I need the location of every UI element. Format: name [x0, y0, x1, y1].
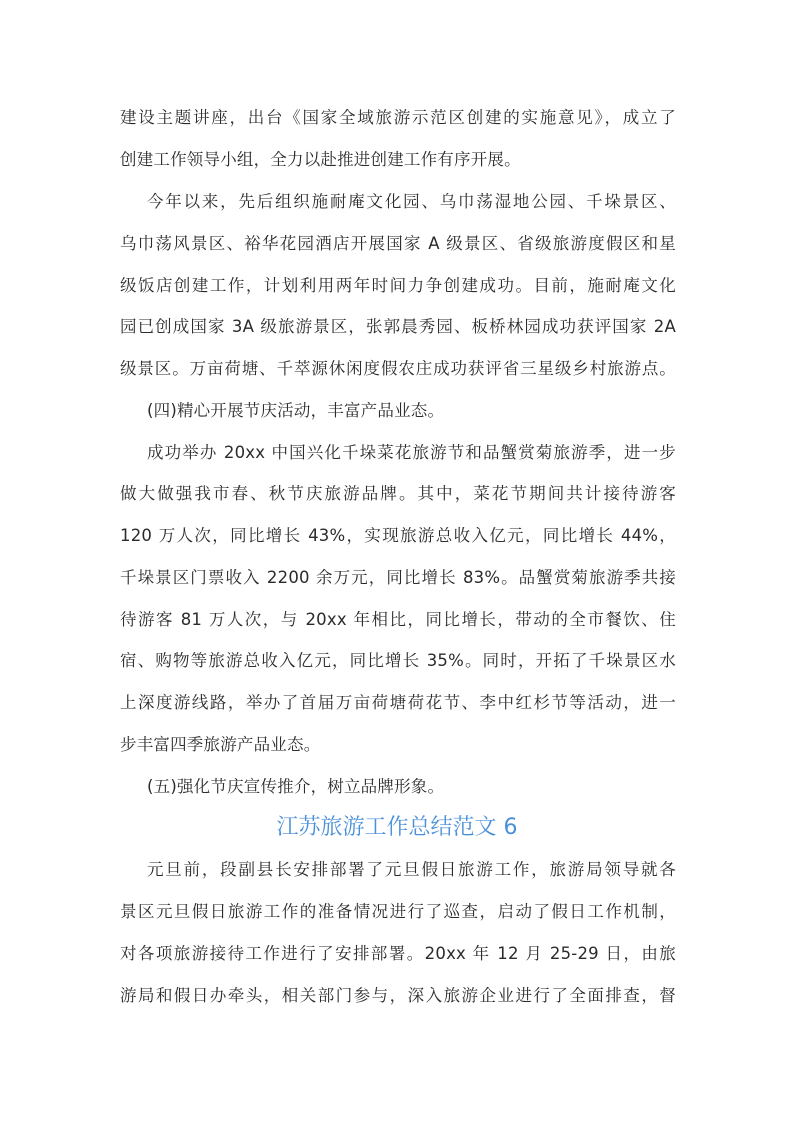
paragraph-line: 待游客 81 万人次，与 20xx 年相比，同比增长，带动的全市餐饮、住	[120, 610, 676, 629]
paragraph-line: 宿、购物等旅游总收入亿元，同比增长 35%。同时，开拓了千垛景区水	[120, 651, 676, 670]
paragraph-line: 千垛景区门票收入 2200 余万元，同比增长 83%。品蟹赏菊旅游季共接	[120, 568, 676, 587]
section-subheading: (五)强化节庆宣传推介，树立品牌形象。	[147, 777, 445, 796]
paragraph-line: 园已创成国家 3A 级旅游景区，张郭晨秀园、板桥林园成功获评国家 2A	[120, 317, 676, 336]
paragraph-line: 上深度游线路，举办了首届万亩荷塘荷花节、李中红杉节等活动，进一	[120, 693, 676, 712]
paragraph-line: 120 万人次，同比增长 43%，实现旅游总收入亿元，同比增长 44%，	[120, 526, 676, 545]
paragraph-line: 做大做强我市春、秋节庆旅游品牌。其中，菜花节期间共计接待游客	[120, 484, 676, 503]
paragraph-line: 游局和假日办牵头，相关部门参与，深入旅游企业进行了全面排查，督	[120, 986, 676, 1005]
paragraph-line: 步丰富四季旅游产品业态。	[120, 735, 321, 754]
paragraph-line: 对各项旅游接待工作进行了安排部署。20xx 年 12 月 25-29 日，由旅	[120, 944, 676, 963]
paragraph-line: 级饭店创建工作，计划利用两年时间力争创建成功。目前，施耐庵文化	[120, 276, 676, 295]
paragraph-line: 建设主题讲座，出台《国家全域旅游示范区创建的实施意见》，成立了	[120, 108, 676, 127]
paragraph-line: 级景区。万亩荷塘、千萃源休闲度假农庄成功获评省三星级乡村旅游点。	[120, 359, 676, 378]
paragraph-line: 成功举办 20xx 中国兴化千垛菜花旅游节和品蟹赏菊旅游季，进一步	[147, 443, 676, 462]
paragraph-line: 创建工作领导小组，全力以赴推进创建工作有序开展。	[120, 150, 521, 169]
paragraph-line: 乌巾荡风景区、裕华花园酒店开展国家 A 级景区、省级旅游度假区和星	[120, 234, 676, 253]
paragraph-line: 景区元旦假日旅游工作的准备情况进行了巡查，启动了假日工作机制，	[120, 902, 676, 921]
paragraph-line: 今年以来，先后组织施耐庵文化园、乌巾荡湿地公园、千垛景区、	[147, 192, 676, 211]
section-subheading: (四)精心开展节庆活动，丰富产品业态。	[147, 401, 445, 420]
paragraph-line: 元旦前，段副县长安排部署了元旦假日旅游工作，旅游局领导就各	[147, 860, 676, 879]
document-heading: 江苏旅游工作总结范文 6	[276, 815, 518, 840]
